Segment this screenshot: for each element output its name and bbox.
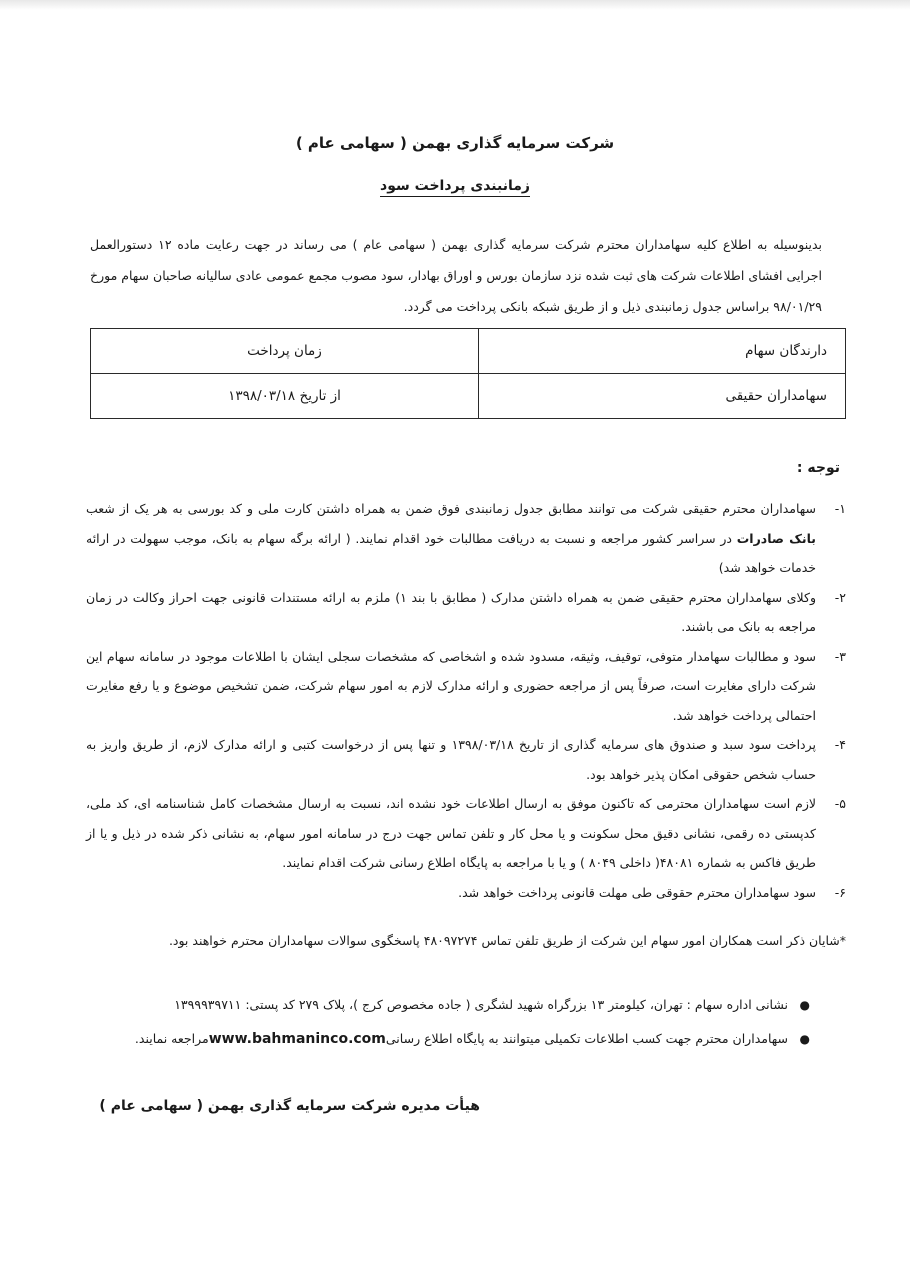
contact-remark: *شایان ذکر است همکاران امور سهام این شرکت از طریق تلفن تماس ۴۸۰۹۷۲۷۴ پاسخگوی سوالات سهامداران محترم خواهند بود. (168, 932, 846, 948)
cell-holders: سهامداران حقیقی (479, 374, 846, 419)
note-text: لازم است سهامداران محترمی که تاکنون موفق به ارسال اطلاعات خود نشده اند، نسبت به ارسال مشخصات کامل شناسنامه ای، کد ملی، کدپستی ده رقمی، نشانی دقیق محل سکونت و یا محل کار و تلفن تماس جهت درج در سامانه امور سهام، به نشانی ذکر شده در ذیل و یا از طریق فاکس به شماره ۴۸۰۸۱( داخلی ۸۰۴۹ ) و یا با مراجعه به پایگاه اطلاع رسانی شرکت اقدام نمایند. (86, 796, 816, 870)
payment-schedule-table (90, 328, 846, 419)
website-text-before: سهامداران محترم جهت کسب اطلاعات تکمیلی میتوانند به پایگاه اطلاع رسانی (385, 1031, 788, 1046)
bullet-icon: ● (799, 998, 810, 1012)
address-bullet (80, 988, 810, 1022)
note-number: ۱- (834, 501, 846, 516)
note-text: سود سهامداران محترم حقوقی طی مهلت قانونی پرداخت خواهد شد. (458, 884, 816, 900)
cell-time: از تاریخ ۱۳۹۸/۰۳/۱۸ (91, 374, 479, 419)
bullet-icon: ● (799, 1032, 810, 1046)
notes-list (86, 494, 846, 907)
note-item (86, 789, 846, 878)
note-number: ۲- (834, 589, 846, 605)
scan-edge (0, 0, 910, 10)
info-bullets (80, 988, 810, 1056)
note-item (86, 730, 846, 789)
note-number: ۴- (834, 737, 846, 752)
notes-heading: توجه : (796, 460, 840, 476)
bank-name: بانک صادرات (736, 530, 816, 546)
company-title: شرکت سرمایه گذاری بهمن ( سهامی عام ) (295, 134, 615, 152)
note-number: ۳- (834, 648, 846, 664)
page-title (0, 178, 910, 194)
website-text-after: مراجعه نمایند. (134, 1031, 209, 1046)
note-text (86, 494, 816, 583)
board-signature: هیأت مدیره شرکت سرمایه گذاری بهمن ( سهامی عام ) (99, 1098, 480, 1114)
note-text: وکلای سهامداران محترم حقیقی ضمن به همراه داشتن مدارک ( مطابق با بند ۱) ملزم به ارائه مستندات قانونی جهت احراز وکالت در زمان مراجعه به بانک می باشند. (86, 589, 816, 634)
note-text-part: در سراسر کشور مراجعه و نسبت به دریافت مطالبات خود اقدام نمایند. ( ارائه برگه سهام به بانک، موجب سهولت در ارائه خدمات خواهد شد) (86, 530, 816, 575)
address-text: نشانی اداره سهام : تهران، کیلومتر ۱۳ بزرگراه شهید لشگری ( جاده مخصوص کرج )، پلاک ۲۷۹ کد پستی: ۱۳۹۹۹۳۹۷۱۱ (174, 997, 788, 1012)
table-row (91, 374, 846, 419)
table-header-row (91, 329, 846, 374)
intro-paragraph: بدینوسیله به اطلاع کلیه سهامداران محترم شرکت سرمایه گذاری بهمن ( سهامی عام ) می رساند در جهت رعایت ماده ۱۲ دستورالعمل اجرایی افشای اطلاعات شرکت های ثبت شده نزد سازمان بورس و اوراق بهادار، سود مصوب مجمع عمومی عادی سالیانه صاحبان سهام مورخ ۹۸/۰۱/۲۹ براساس جدول زمانبندی ذیل و از طریق شبکه بانکی پرداخت می گردد. (90, 236, 822, 314)
note-item (86, 642, 846, 731)
header-time: زمان پرداخت (91, 329, 479, 374)
note-item (86, 583, 846, 642)
website-link[interactable]: www.bahmaninco.com (208, 1031, 386, 1047)
website-text (80, 1022, 788, 1056)
page-title-text: زمانبندی پرداخت سود (380, 178, 530, 197)
note-text-part: سهامداران محترم حقیقی شرکت می توانند مطابق جدول زمانبندی فوق ضمن به همراه داشتن کارت ملی و کد بورسی به هر یک از شعب (86, 501, 816, 516)
note-item (86, 878, 846, 908)
note-text: سود و مطالبات سهامدار متوفی، توقیف، وثیقه، مسدود شده و اشخاصی که مشخصات سجلی ایشان با اطلاعات موجود در سامانه سهام این شرکت دارای مغایرت است، صرفاً پس از مراجعه حضوری و ارائه مدارک لازم به امور سهام شرکت، ضمن تشخیص موضوع و یا رفع مغایرت احتمالی پرداخت خواهد شد. (86, 648, 816, 723)
note-number: ۶- (834, 884, 846, 900)
note-text: پرداخت سود سبد و صندوق های سرمایه گذاری از تاریخ ۱۳۹۸/۰۳/۱۸ و تنها پس از درخواست کتبی و ارائه مدارک لازم، از طریق واریز به حساب شخص حقوقی امکان پذیر خواهد بود. (86, 737, 816, 782)
header-holders: دارندگان سهام (479, 329, 846, 374)
note-number: ۵- (834, 796, 846, 811)
note-item (86, 494, 846, 583)
website-bullet (80, 1022, 810, 1056)
